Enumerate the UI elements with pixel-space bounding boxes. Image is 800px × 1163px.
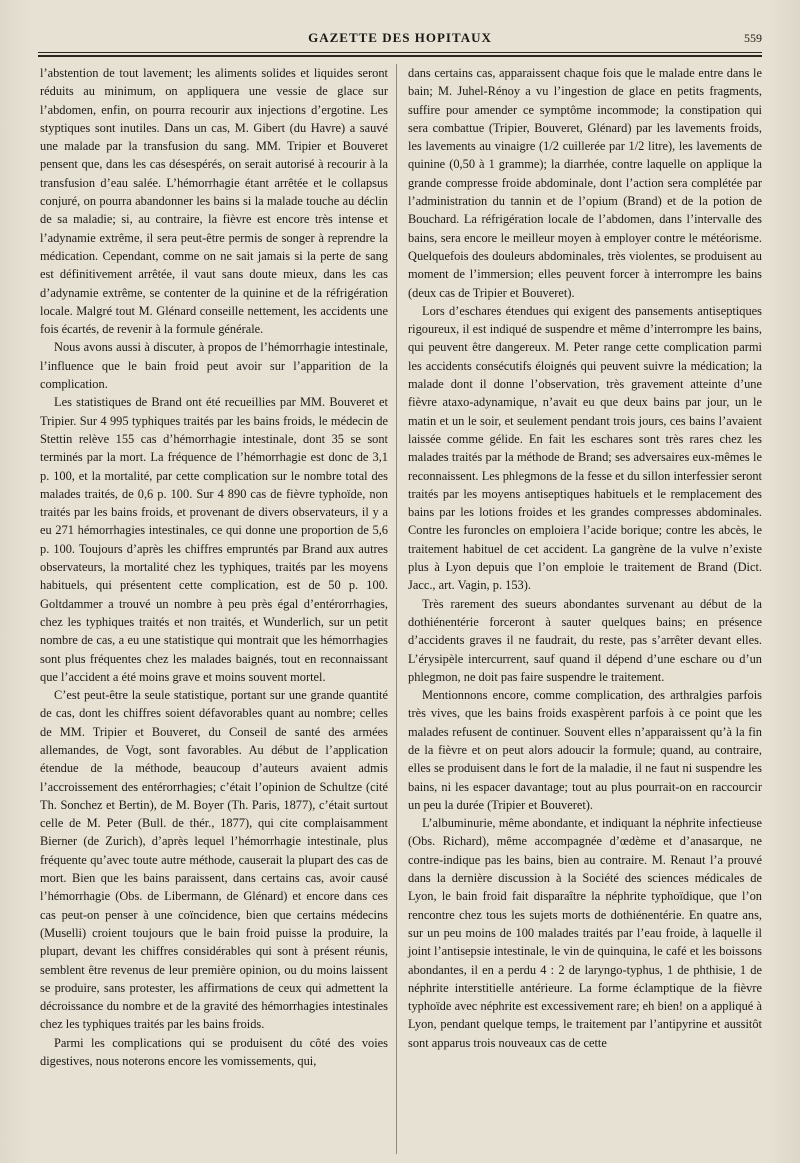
left-paragraph-5: Parmi les complications qui se produisent du côté des voies digestives, nous noterons encore les vomissements, qui,: [40, 1035, 388, 1069]
page-number: 559: [744, 31, 762, 45]
running-title: GAZETTE DES HOPITAUX: [308, 30, 492, 45]
page-header: [38, 30, 762, 52]
right-paragraph-2: Lors d’eschares étendues qui exigent des pansements antiseptiques rigoureux, il est indiqué de suspendre et même d’interrompre les bains, qui peuvent être dangereux. M. Peter range cette complication parmi les accidents consécutifs éloignés qui peuvent suivre la médication; la malade dont il donne l’observation, très gravement atteinte d’une fièvre ataxo-adynamique, n’avait eu que deux bains par jour, un le matin et un le soir, et seulement pendant trois jours, ces bains l’avaient laissée comme gélide. En fait les eschares sont très rares chez les malades traités par la méthode de Brand; ses adversaires eux-mêmes le reconnaissent. Les phlegmons de la fesse et du sillon interfessier seront traités par les moyens antiseptiques habituels et le remplacement des bains par les lotions froides et les grandes compresses abdominales. Contre les furoncles on emploiera l’acide borique; contre les abcès, le traitement habituel de cet accident. La gangrène de la vulve n’existe plus à Lyon depuis que l’on emploie le traitement de Brand (Dict. Jacc., art. Vagin, p. 153).: [408, 303, 762, 593]
right-paragraph-1: dans certains cas, apparaissent chaque fois que le malade entre dans le bain; M. Juhel-Rénoy a vu l’ingestion de glace en petits fragments, suffire pour amender ce symptôme incommode; la constipation qui sera combattue (Tripier, Bouveret, Glénard) par les lavements froids, les lavements au vinaigre (1/2 cuillerée par 1/2 litre), les lavements de quinine (0,50 à 1 gramme); la diarrhée, contre laquelle on applique la grande compresse froide abdominale, dont l’action sera complétée par l’administration du tannin et de l’opium (Brand) et de la potion de Bouchard. La réfrigération locale de l’abdomen, dans l’intervalle des bains, sera encore le meilleur moyen à employer contre le météorisme. Quelquefois des douleurs abdominales, très violentes, se produisent au moment de l’immersion; elles peuvent forcer à interrompre les bains (deux cas de Tripier et Bouveret).: [408, 66, 762, 300]
left-paragraph-3: Les statistiques de Brand ont été recueillies par MM. Bouveret et Tripier. Sur 4 995 typhiques traités par les bains froids, le médecin de Stettin relève 155 cas d’hémorrhagie intestinale, dont 35 se sont terminés par la mort. La fréquence de l’hémorrhagie est donc de 3,1 p. 100, et la mortalité, par cette complication sur le nombre total des malades traités, de 0,6 p. 100. Sur 4 890 cas de fièvre typhoïde, non traités par les bains froids, et provenant de divers observateurs, il y a eu 271 hémorrhagies intestinales, ce qui donne une proportion de 5,6 p. 100. Toujours d’après les chiffres empruntés par Brand aux autres observateurs, la mortalité chez les typhiques, traités par les moyens habituels, qui présentent cette complication, est de 50 p. 100. Goltdammer a trouvé un nombre à peu près égal d’entérorrhagies, chez les typhiques traités et non traités, et Wunderlich, sur un petit nombre de cas, a eu une statistique qui montrait que les hémorrhagies sont plus fréquentes chez les malades baignés, tout en reconnaissant que l’accident a été moins grave et moins souvent mortel.: [40, 395, 388, 684]
right-paragraph-3: Très rarement des sueurs abondantes survenant au début de la dothiénentérie forceront à sauter quelques bains; en présence d’accidents graves il ne faudrait, du reste, pas s’arrêter devant elles. L’érysipèle intercurrent, sauf quand il dépend d’une eschare ou d’un phlegmon, ne doit pas faire suspendre le traitement.: [408, 596, 762, 684]
right-paragraph-4: Mentionnons encore, comme complication, des arthralgies parfois très vives, que les bains froids exaspèrent parfois à ce point que les malades refusent de continuer. Souvent elles n’apparaissent qu’à la fin de la fièvre et on peut alors adoucir la formule; quand, au contraire, elles se produisent dans le fort de la maladie, il ne faut ni suspendre les bains, ni les espacer davantage; tout au plus pourrait-on en raccourcir un peu la durée (Tripier et Bouveret).: [408, 688, 762, 812]
header-rule-thick: [38, 55, 762, 57]
right-column: [402, 64, 762, 1154]
text-columns: [40, 64, 762, 1154]
left-paragraph-1: l’abstention de tout lavement; les aliments solides et liquides seront réduits au minimum, on appliquera une vessie de glace sur l’abdomen, enfin, on pourra recourir aux injections d’ergotine. Les styptiques sont inutiles. Dans un cas, M. Gibert (du Havre) a sauvé une malade par la transfusion du sang. MM. Tripier et Bouveret pensent que, dans les cas désespérés, on serait autorisé à recourir à la transfusion d’eau salée. L’hémorrhagie étant arrêtée et le collapsus conjuré, on pourra abandonner les bains si la malade touche au déclin de sa maladie; si, au contraire, la fièvre est encore très intense et l’adynamie extrême, il sera peut-être permis de songer à reprendre la médication. Cependant, comme on ne sait jamais si la perte de sang est définitivement arrêtée, il vaut sans doute mieux, dans les cas d’adynamie extrême, se contenter de la quinine et de la réfrigération locale. Malgré tout M. Glénard conseille nettement, les accidents une fois écartés, de revenir à la formule générale.: [40, 66, 388, 337]
left-paragraph-4: C’est peut-être la seule statistique, portant sur une grande quantité de cas, dont les chiffres soient défavorables quant au nombre; celles de MM. Tripier et Bouveret, du Conseil de santé des armées allemandes, de Vogt, sont favorables. Au début de l’application étendue de la méthode, beaucoup d’auteurs avaient admis l’accroissement des entérorrhagies; c’était l’opinion de Schultze (cité Th. Sonchez et Bertin), de M. Boyer (Th. Paris, 1877), c’était surtout celle de M. Peter (Bull. de thér., 1877), qui cite complaisamment Bierner (de Zurich), d’après lequel l’hémorrhagie intestinale, plus fréquente qu’avec toute autre méthode, causerait la plupart des cas de mort. Bien que les bains paraissent, dans certains cas, avoir causé l’hémorrhagie (Obs. de Libermann, de Glénard) et encore dans ces cas peut-on penser à une coïncidence, bien que certains médecins (Muselli) croient toujours que le bain froid puisse la produire, la plupart, devant les chiffres considérables qui sont à présent réunis, semblent être revenus de leur première opinion, ou du moins laissent se produire, sans protester, les affirmations de ceux qui admettent la décroissance du nombre et de la gravité des hémorrhagies intestinales chez les typhiques traités par les bains froids.: [40, 688, 388, 1032]
header-rule-thin: [38, 52, 762, 53]
left-paragraph-2: Nous avons aussi à discuter, à propos de l’hémorrhagie intestinale, l’influence que le bain froid peut avoir sur l’apparition de la complication.: [40, 340, 388, 392]
right-paragraph-5: L’albuminurie, même abondante, et indiquant la néphrite infectieuse (Obs. Richard), même accompagnée d’œdème et d’anasarque, ne contre-indique pas les bains, bien au contraire. M. Renaut l’a prouvé dans la dernière discussion à la Société des sciences médicales de Lyon, le bain froid fait disparaître la néphrite typhoïdique, que l’on rencontre chez tous les sujets morts de dothiénentérie. En quatre ans, sur un peu moins de 100 malades traités par l’eau froide, à laquelle il joint l’antisepsie intestinale, le vin de quinquina, le café et les boissons abondantes, il en a perdu 4 : 2 de laryngo-typhus, 1 de phthisie, 1 de néphrite interstitielle antérieure. La forme éclamptique de la fièvre typhoïde avec néphrite est excessivement rare; eh bien! on a appliqué à Lyon, pendant quelque temps, le traitement par l’antipyrine et aussitôt sont apparus trois nouveaux cas de cette: [408, 816, 762, 1050]
left-column: [40, 64, 397, 1154]
